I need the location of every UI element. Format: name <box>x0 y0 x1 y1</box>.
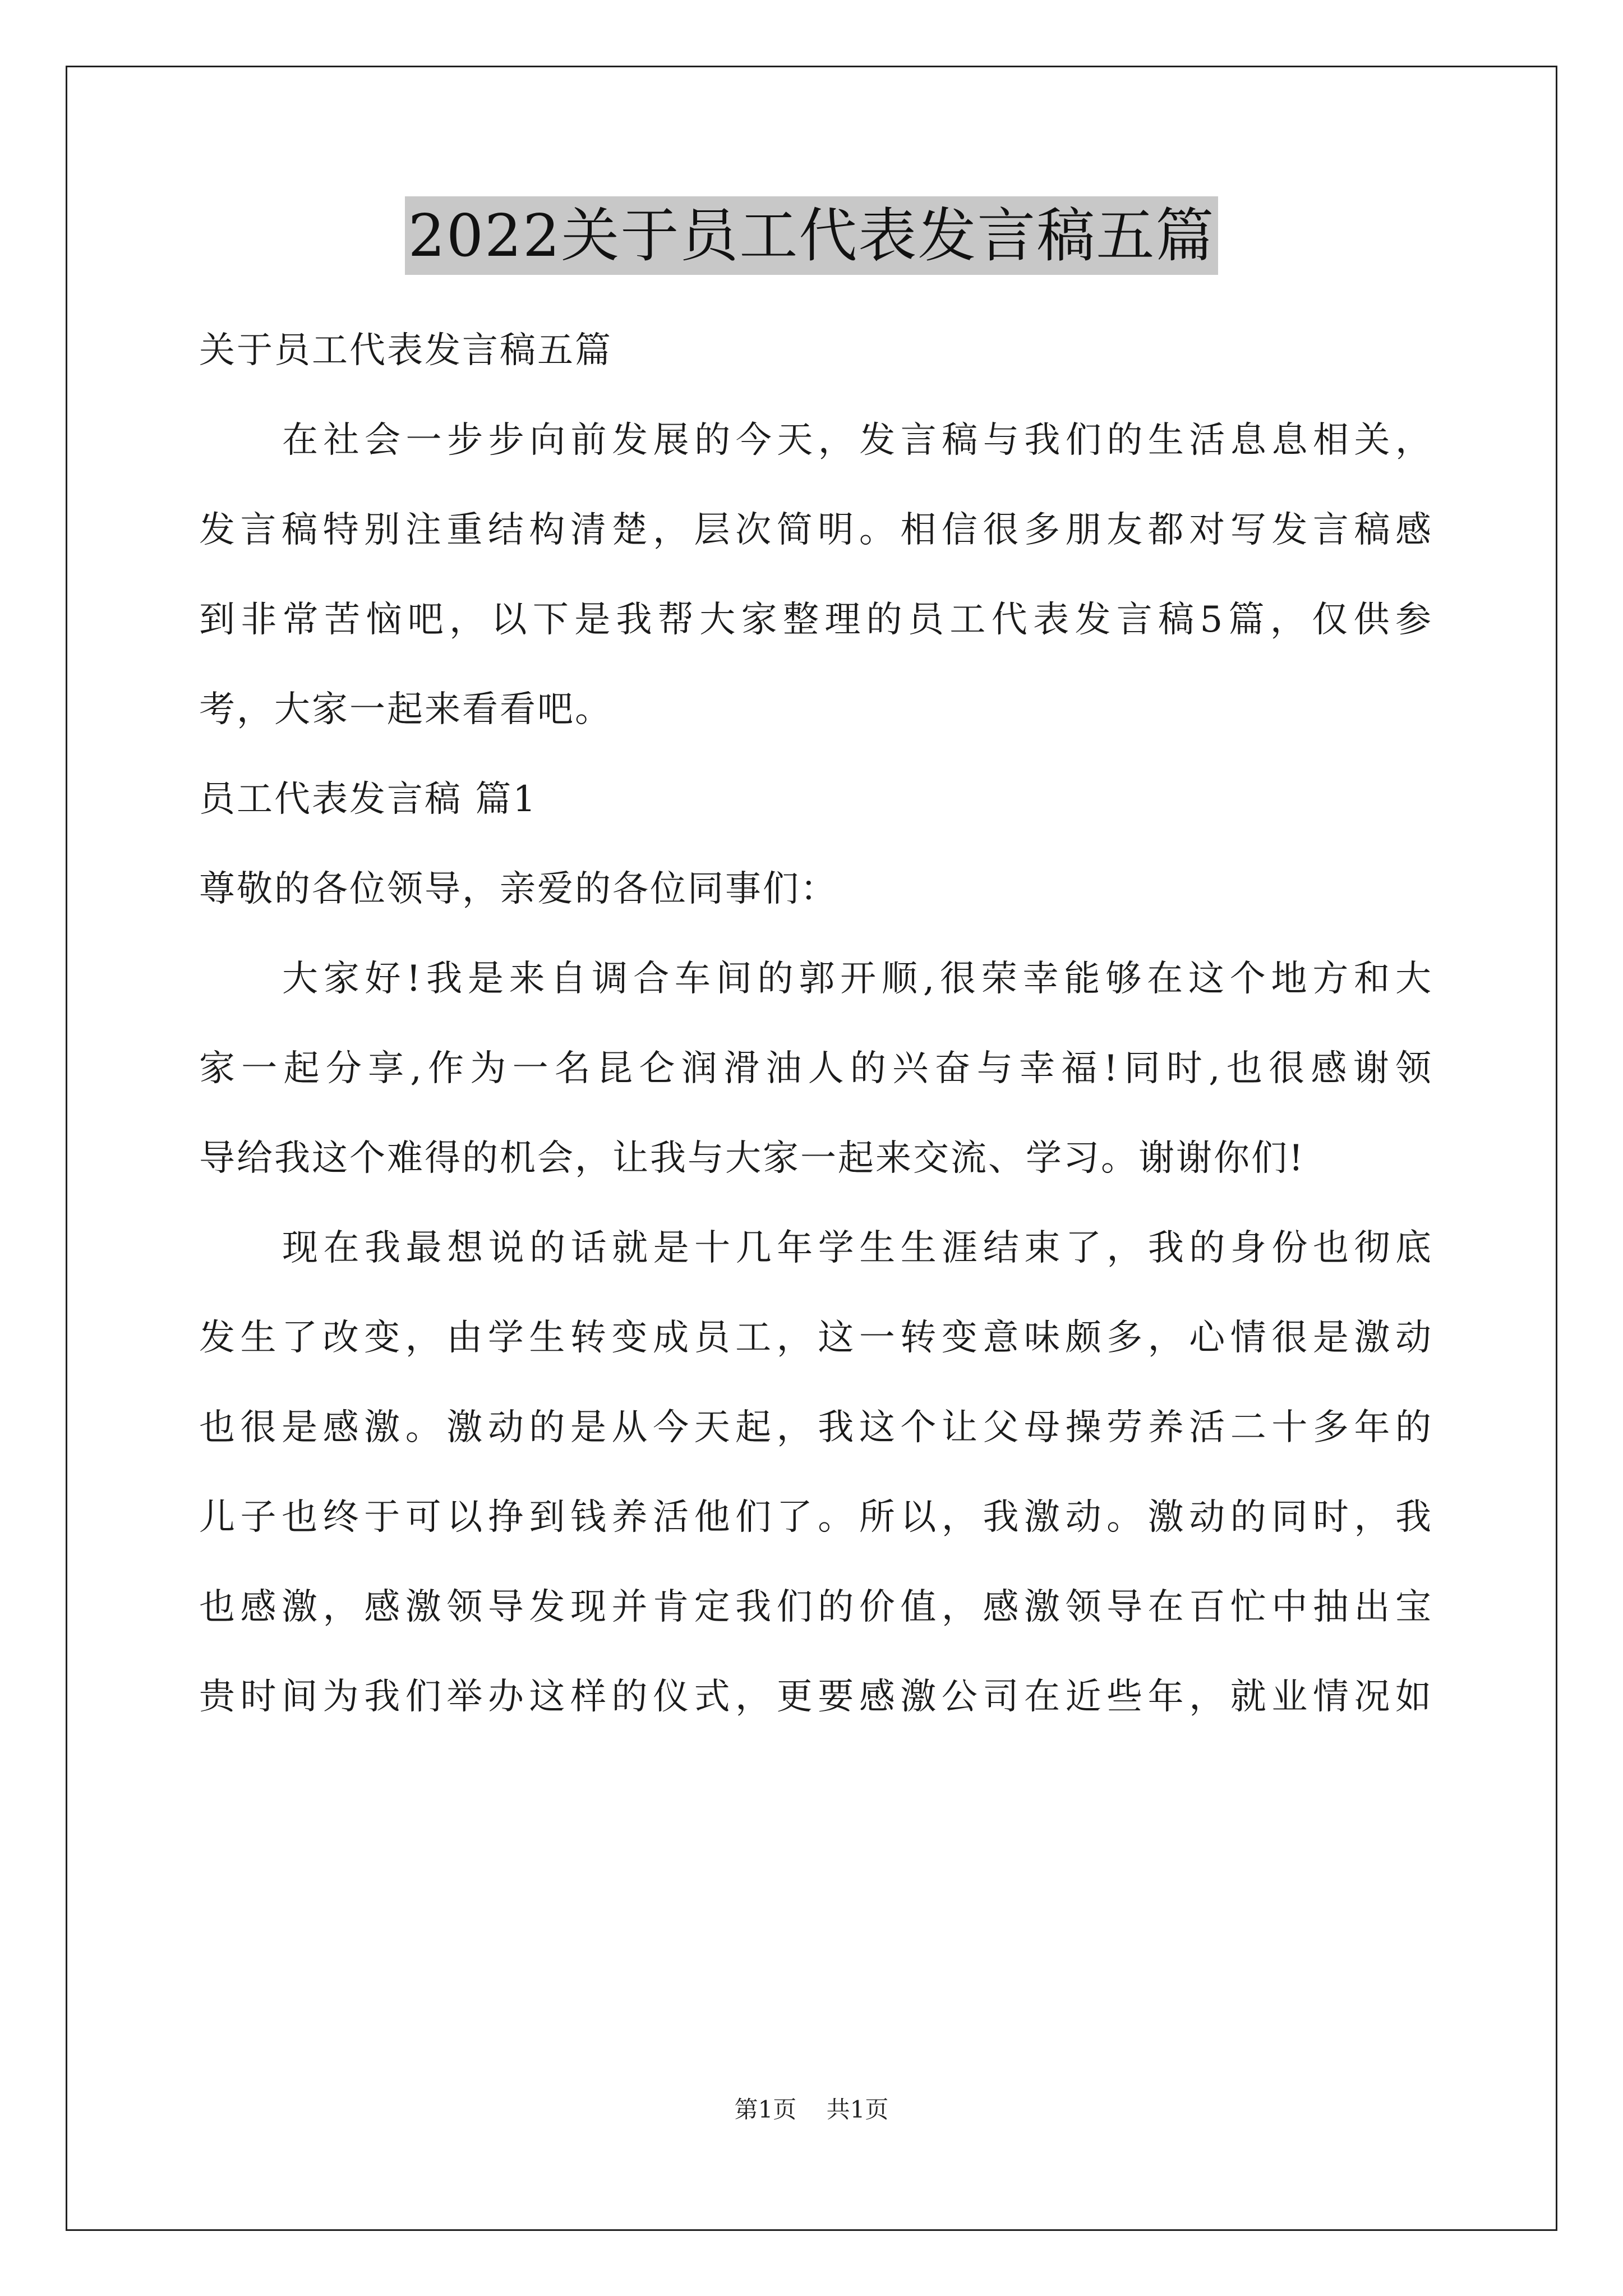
text-line: 考，大家一起来看看吧。 <box>199 689 612 730</box>
text-line: 尊敬的各位领导，亲爱的各位同事们： <box>199 868 838 910</box>
document-title: 2022关于员工代表发言稿五篇 <box>405 196 1219 275</box>
text-line: 贵时间为我们举办这样的仪式，更要感激公司在近些年，就业情况如 <box>199 1676 1433 1718</box>
text-line: 发生了改变，由学生转变成员工，这一转变意味颇多，心情很是激动 <box>199 1317 1433 1359</box>
page-total: 共1页 <box>826 2096 889 2123</box>
text-line: 大家好!我是来自调合车间的郭开顺,很荣幸能够在这个地方和大 <box>282 958 1433 1000</box>
page-footer <box>0 2091 1623 2125</box>
document-body <box>199 306 1433 1742</box>
text-line: 员工代表发言稿 篇1 <box>199 779 538 820</box>
text-line: 儿子也终于可以挣到钱养活他们了。所以，我激动。激动的同时，我 <box>199 1497 1433 1538</box>
text-line: 家一起分享,作为一名昆仑润滑油人的兴奋与幸福!同时,也很感谢领 <box>199 1048 1433 1089</box>
text-line: 在社会一步步向前发展的今天，发言稿与我们的生活息息相关， <box>282 420 1433 461</box>
text-line: 也感激，感激领导发现并肯定我们的价值，感激领导在百忙中抽出宝 <box>199 1586 1433 1628</box>
text-line: 现在我最想说的话就是十几年学生生涯结束了，我的身份也彻底 <box>282 1227 1433 1269</box>
text-line: 到非常苦恼吧，以下是我帮大家整理的员工代表发言稿5篇，仅供参 <box>199 599 1433 641</box>
title-container <box>0 196 1623 275</box>
text-line: 也很是感激。激动的是从今天起，我这个让父母操劳养活二十多年的 <box>199 1407 1433 1448</box>
text-line: 发言稿特别注重结构清楚，层次简明。相信很多朋友都对写发言稿感 <box>199 509 1433 551</box>
text-line: 导给我这个难得的机会，让我与大家一起来交流、学习。谢谢你们! <box>199 1138 1305 1179</box>
text-line: 关于员工代表发言稿五篇 <box>199 330 612 371</box>
page-number: 第1页 <box>734 2096 797 2123</box>
